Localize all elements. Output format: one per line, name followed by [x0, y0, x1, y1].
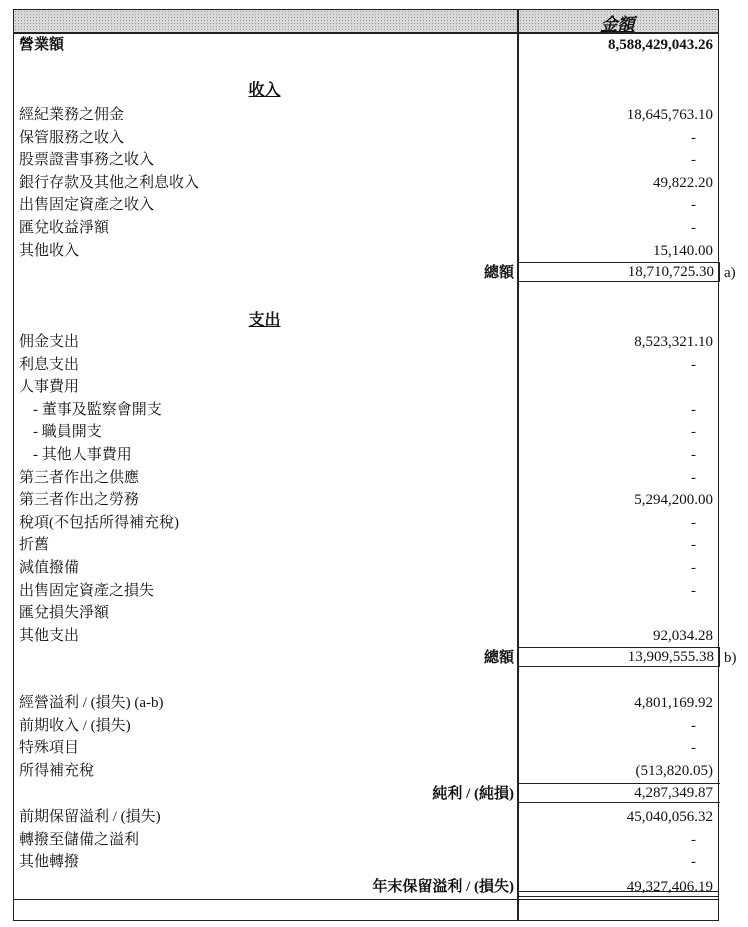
line-item-label: - 其他人事費用 [33, 447, 132, 463]
line-item-row [0, 399, 748, 421]
line-item-row [0, 240, 748, 262]
line-item-row [0, 580, 748, 602]
turnover-row [0, 34, 748, 56]
retained-end-amount: 49,327,406.19 [626, 879, 713, 895]
expense-total-amount: 13,909,555.38 [627, 649, 714, 665]
line-item-row [0, 149, 748, 171]
line-item-amount: - [691, 401, 696, 418]
retained-end-row [0, 876, 748, 898]
line-item-label: 減值撥備 [19, 560, 80, 576]
line-item-amount: 15,140.00 [653, 242, 713, 259]
line-item-label: 轉撥至儲備之溢利 [19, 831, 140, 848]
line-item-row [0, 760, 748, 782]
expense-total-label: 總額 [483, 650, 514, 666]
line-item-amount: - [691, 424, 696, 441]
line-item-label: 第三者作出之供應 [19, 469, 140, 486]
line-item-label: 經紀業務之佣金 [19, 107, 125, 123]
line-item-row [0, 512, 748, 534]
line-item-row [0, 127, 748, 149]
line-item-amount: - [691, 831, 696, 848]
line-item-label: - 職員開支 [33, 424, 102, 441]
line-item-row [0, 172, 748, 194]
line-item-row [0, 467, 748, 489]
line-item-amount: - [691, 356, 696, 373]
line-item-label: 折舊 [19, 537, 50, 554]
income-total-box [517, 262, 720, 282]
line-item-label: 其他轉撥 [19, 854, 80, 871]
line-item-amount: 4,801,169.92 [634, 695, 713, 711]
line-item-row [0, 217, 748, 239]
net-row [0, 783, 748, 805]
line-item-label: 匯兌收益淨額 [19, 220, 110, 236]
line-item-amount: - [691, 220, 696, 236]
line-item-row [0, 829, 748, 851]
line-item-row [0, 421, 748, 443]
line-item-row [0, 194, 748, 216]
line-item-amount: 92,034.28 [653, 627, 713, 644]
bottom-rule [14, 899, 718, 900]
line-item-label: 所得補充稅 [19, 762, 95, 779]
line-item-amount: - [691, 582, 696, 599]
line-item-label: 人事費用 [19, 379, 80, 396]
line-item-amount: (513,820.05) [635, 762, 713, 779]
expense-total-box [517, 647, 720, 667]
line-item-label: 其他支出 [19, 627, 80, 644]
line-item-label: 股票證書事務之收入 [19, 152, 155, 169]
line-item-amount: 18,645,763.10 [626, 107, 713, 123]
line-item-label: 前期保留溢利 / (損失) [19, 809, 161, 825]
line-item-row [0, 331, 748, 353]
line-item-amount: - [691, 560, 696, 576]
turnover-amount: 8,588,429,043.26 [608, 37, 713, 53]
line-item-amount: - [691, 152, 696, 169]
income-note: a) [724, 265, 736, 281]
income-total-label: 總額 [483, 265, 514, 281]
line-item-row [0, 692, 748, 714]
amount-column-header: 金額 [600, 15, 635, 34]
line-item-amount: - [691, 447, 696, 463]
line-item-amount: 5,294,200.00 [634, 492, 713, 509]
line-item-label: 第三者作出之勞務 [19, 492, 140, 509]
line-item-amount: 45,040,056.32 [626, 809, 713, 825]
income-total-row [0, 262, 748, 284]
line-item-label: 出售固定資產之收入 [19, 197, 155, 214]
line-item-amount: - [691, 537, 696, 554]
line-item-amount: 49,822.20 [653, 174, 713, 191]
line-item-amount: - [691, 854, 696, 871]
line-item-label: 前期收入 / (損失) [19, 717, 131, 734]
line-item-label: 經營溢利 / (損失) (a-b) [19, 695, 164, 711]
line-item-row [0, 851, 748, 873]
line-item-label: 利息支出 [19, 356, 80, 373]
line-item-row [0, 557, 748, 579]
retained-end-label: 年末保留溢利 / (損失) [372, 879, 514, 895]
line-item-row [0, 354, 748, 376]
line-item-amount: - [691, 717, 696, 734]
line-item-row [0, 625, 748, 647]
line-item-amount: - [691, 514, 696, 531]
line-item-row [0, 376, 748, 398]
net-box [517, 783, 720, 803]
line-item-amount: - [691, 740, 696, 757]
income-total-amount: 18,710,725.30 [627, 264, 714, 280]
line-item-label: 佣金支出 [19, 334, 80, 350]
line-item-label: 特殊項目 [19, 740, 80, 757]
income-title: 收入 [248, 82, 281, 99]
line-item-row [0, 715, 748, 737]
line-item-row [0, 534, 748, 556]
line-item-row [0, 444, 748, 466]
line-item-label: 其他收入 [19, 242, 80, 259]
line-item-amount: - [691, 129, 696, 146]
line-item-row [0, 806, 748, 828]
line-item-amount: - [691, 197, 696, 214]
line-item-label: 稅項(不包括所得補充稅) [19, 514, 179, 531]
header-shade-left [14, 10, 517, 32]
line-item-row [0, 737, 748, 759]
expense-total-row [0, 647, 748, 669]
expense-title: 支出 [248, 312, 281, 329]
line-item-label: 匯兌損失淨額 [19, 605, 110, 622]
net-label: 純利 / (純損) [432, 786, 514, 802]
line-item-row [0, 489, 748, 511]
line-item-amount: - [691, 469, 696, 486]
expense-note: b) [724, 650, 737, 666]
line-item-row [0, 602, 748, 624]
line-item-label: 保管服務之收入 [19, 129, 125, 146]
line-item-amount: 8,523,321.10 [634, 334, 713, 350]
net-amount: 4,287,349.87 [634, 785, 713, 801]
line-item-label: 出售固定資產之損失 [19, 582, 155, 599]
line-item-label: - 董事及監察會開支 [33, 401, 162, 418]
line-item-label: 銀行存款及其他之利息收入 [19, 174, 200, 191]
line-item-row [0, 104, 748, 126]
turnover-label: 營業額 [19, 37, 65, 53]
